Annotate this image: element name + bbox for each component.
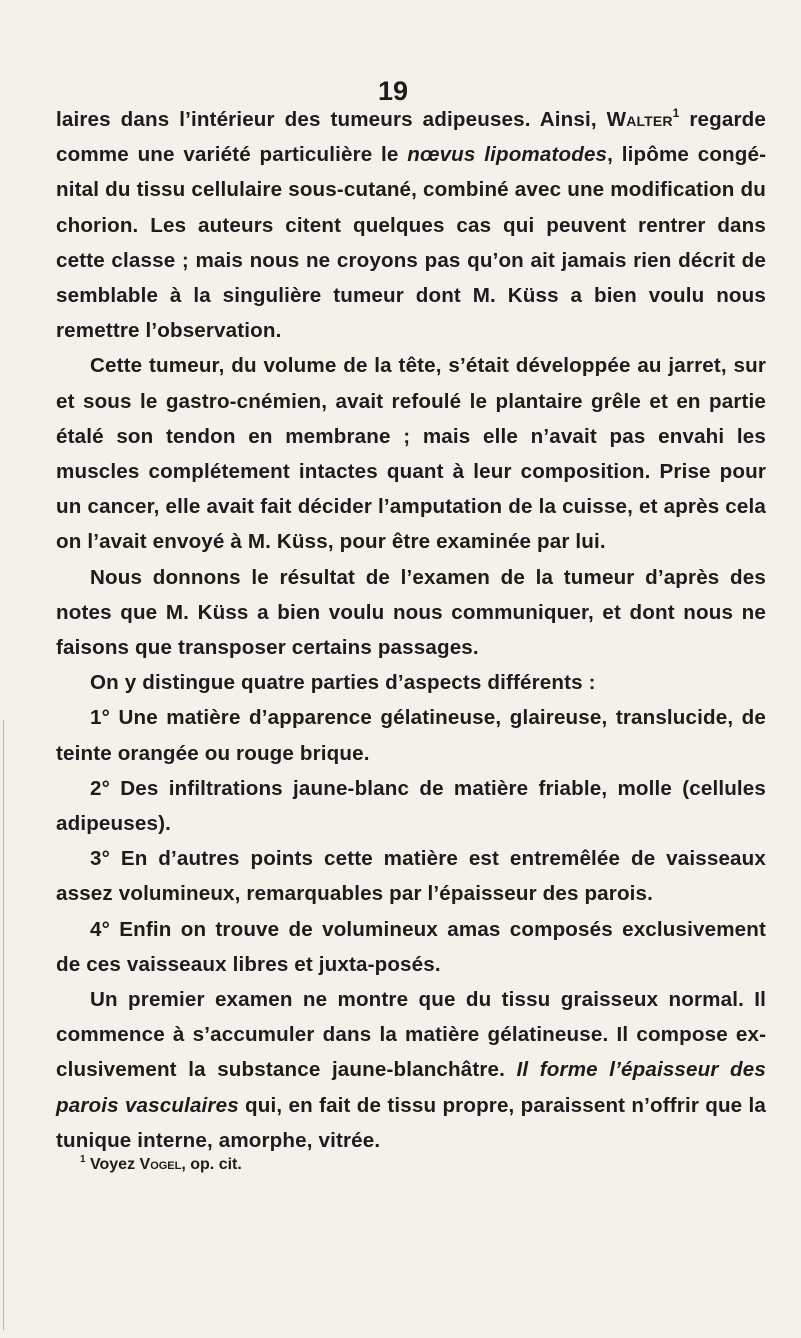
list-item-2: 2° Des infiltrations jaune-blanc de matière friable, molle (cellules adipeuses). [56,776,766,836]
body-text [56,102,766,1158]
paragraph-3: Nous donnons le résultat de l’examen de la tumeur d’après des notes que M. Küss a bien voulu nous communiquer, et dont nous ne faisons que transposer certains passages. [56,565,766,660]
author-name: Walter [606,108,673,131]
paragraph-4: On y distingue quatre parties d’aspects différents : [90,671,596,695]
page-edge-shadow [3,720,4,1330]
page-number: 19 [378,76,409,106]
list-item-1: 1° Une matière d’apparence gélatineuse, glaireuse, translucide, de teinte orangée ou rouge brique. [56,706,766,765]
list-item-3: 3° En d’autres points cette matière est entremêlée de vaisseaux assez volumineux, remarquables par l’épaisseur des parois. [56,847,766,906]
paragraph-5: Un premier examen ne montre que du tissu graisseux normal. Il commence à s’accumuler dans la matière gélatineuse. Il compose exclusivement la substance jaune-blanchâtre. Il forme l’épaisseur des parois vasculaires qui, en fait de tissu propre, paraissent n’offrir que la tunique interne, amorphe, vitrée. [56,988,767,1152]
footnote-ref: 1 [672,106,680,120]
emphasis: Il forme l’épaisseur des parois vasculaires [56,1058,766,1117]
paragraph-2: Cette tumeur, du volume de la tête, s’était développée au jarret, sur et sous le gastro-cnémien, avait refoulé le plantaire grêle et en partie étalé son tendon en membrane ; mais elle n’avait pas envahi les muscles complétement intactes quant à leur composition. Prise pour un cancer, elle avait fait décider l’amputation de la cuisse, et après cela on l’avait envoyé à M. Küss, pour être examinée par lui. [56,354,766,554]
list-item-4: 4° Enfin on trouve de volumineux amas composés exclusivement de ces vaisseaux libres et juxta-posés. [56,917,766,976]
footnote-mark: 1 [80,1154,86,1165]
paragraph-1: laires dans l’intérieur des tumeurs adipeuses. Ainsi, Walter$^1$ regarde comme une variété particulière le nœvus lipomatodes, lipôme congénital du tissu cellulaire sous-cutané, combiné avec une modification du chorion. Les auteurs citent quelques cas qui peuvent rentrer dans cette classe ; mais nous ne croyons pas qu’on ait jamais rien décrit de semblable à la singulière tumeur dont M. Küss a bien voulu nous remettre l’observation. [56,106,766,343]
latin-term: nœvus lipomatodes [407,143,608,167]
footnote: $^1$ Voyez Vogel, op. cit. [80,1154,242,1173]
footnote-author: Vogel [139,1156,182,1173]
